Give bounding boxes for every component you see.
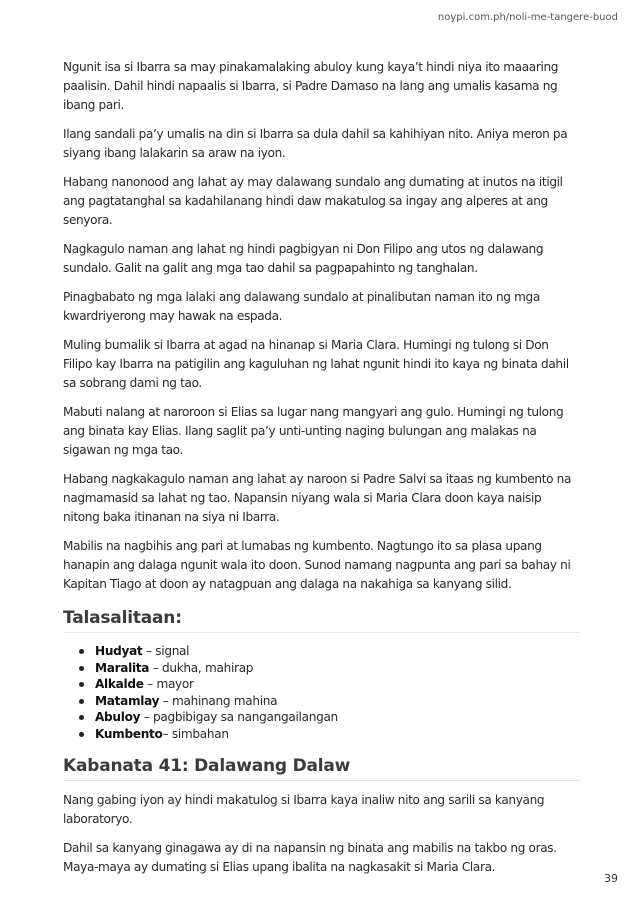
vocab-term: Alkalde (95, 677, 144, 691)
vocab-term: Kumbento (95, 726, 163, 741)
vocab-item (77, 660, 579, 677)
vocab-item (77, 643, 579, 660)
paragraph: Nang gabing iyon ay hindi makatulog si Ibarra kaya inaliw nito ang sarili sa kanyang laboratoryo. (63, 793, 545, 826)
paragraph: Ilang sandali pa’y umalis na din si Ibarra sa dula dahil sa kahihiyan nito. Aniya meron pa siyang ibang lalakarin sa araw na iyon. (63, 127, 568, 160)
chapter-heading: Kabanata 41: Dalawang Dalaw (63, 756, 579, 781)
paragraph: Habang nagkakagulo naman ang lahat ay naroon si Padre Salvi sa itaas ng kumbento na nagmamasid sa lahat ng tao. Napansin niyang wala si Maria Clara doon kaya naisip nitong baka itinanan na siya ni Ibarra. (63, 472, 572, 524)
vocab-definition: – dukha, mahirap (149, 660, 254, 675)
vocabulary-heading: Talasalitaan: (63, 608, 579, 633)
vocab-item (77, 709, 579, 726)
vocab-item (77, 693, 579, 710)
paragraph: Ngunit isa si Ibarra sa may pinakamalaking abuloy kung kaya’t hindi niya ito maaaring paalisin. Dahil hindi napaalis si Ibarra, si Padre Damaso na lang ang umalis kasama ng ibang pari. (63, 60, 559, 112)
vocab-definition: – mahinang mahina (159, 693, 278, 708)
paragraph: Habang nanonood ang lahat ay may dalawang sundalo ang dumating at inutos na itigil ang pagtatanghal sa kadahilanang hindi daw makatulog sa ingay ang alperes at ang senyora. (63, 175, 563, 227)
vocab-definition: – mayor (143, 677, 194, 691)
vocab-item (77, 726, 579, 743)
paragraph: Muling bumalik si Ibarra at agad na hinanap si Maria Clara. Humingi ng tulong si Don Filipo kay Ibarra na patigilin ang kaguluhan ng lahat ngunit hindi ito kaya ng binata dahil sa sobrang dami ng tao. (63, 338, 569, 390)
vocab-term: Hudyat (95, 644, 143, 658)
vocab-term: Maralita (95, 660, 150, 675)
vocab-term: Matamlay (95, 693, 160, 708)
paragraph: Mabuti nalang at naroroon si Elias sa lugar nang mangyari ang gulo. Humingi ng tulong ang binata kay Elias. Ilang saglit pa’y unti-unting naging bulungan ang malakas na sigawan ng mga tao. (63, 405, 564, 457)
paragraph: Pinagbabato ng mga lalaki ang dalawang sundalo at pinalibutan naman ito ng mga kwardriyerong may hawak na espada. (63, 290, 540, 323)
page-number: 39 (604, 872, 618, 885)
vocab-item (77, 676, 579, 693)
article-body (63, 58, 579, 887)
vocab-definition: – signal (142, 644, 190, 658)
vocab-term: Abuloy (95, 710, 141, 724)
vocab-definition: – pagbibigay sa nangangailangan (140, 710, 338, 724)
source-url[interactable]: noypi.com.ph/noli-me-tangere-buod (437, 12, 618, 23)
paragraph: Nagkagulo naman ang lahat ng hindi pagbigyan ni Don Filipo ang utos ng dalawang sundalo. Galit na galit ang mga tao dahil sa pagpapahinto ng tanghalan. (63, 242, 544, 275)
paragraph: Mabilis na nagbihis ang pari at lumabas ng kumbento. Nagtungo ito sa plasa upang hanapin ang dalaga ngunit wala ito doon. Sunod namang nagpunta ang pari sa bahay ni Kapitan Tiago at doon ay natagpuan ang dalaga na nakahiga sa kanyang silid. (63, 539, 571, 591)
vocab-definition: – simbahan (162, 726, 229, 741)
vocabulary-list (63, 643, 579, 742)
paragraph: Dahil sa kanyang ginagawa ay di na napansin ng binata ang mabilis na takbo ng oras. Maya-maya ay dumating si Elias upang ibalita na nagkasakit si Maria Clara. (63, 841, 557, 874)
